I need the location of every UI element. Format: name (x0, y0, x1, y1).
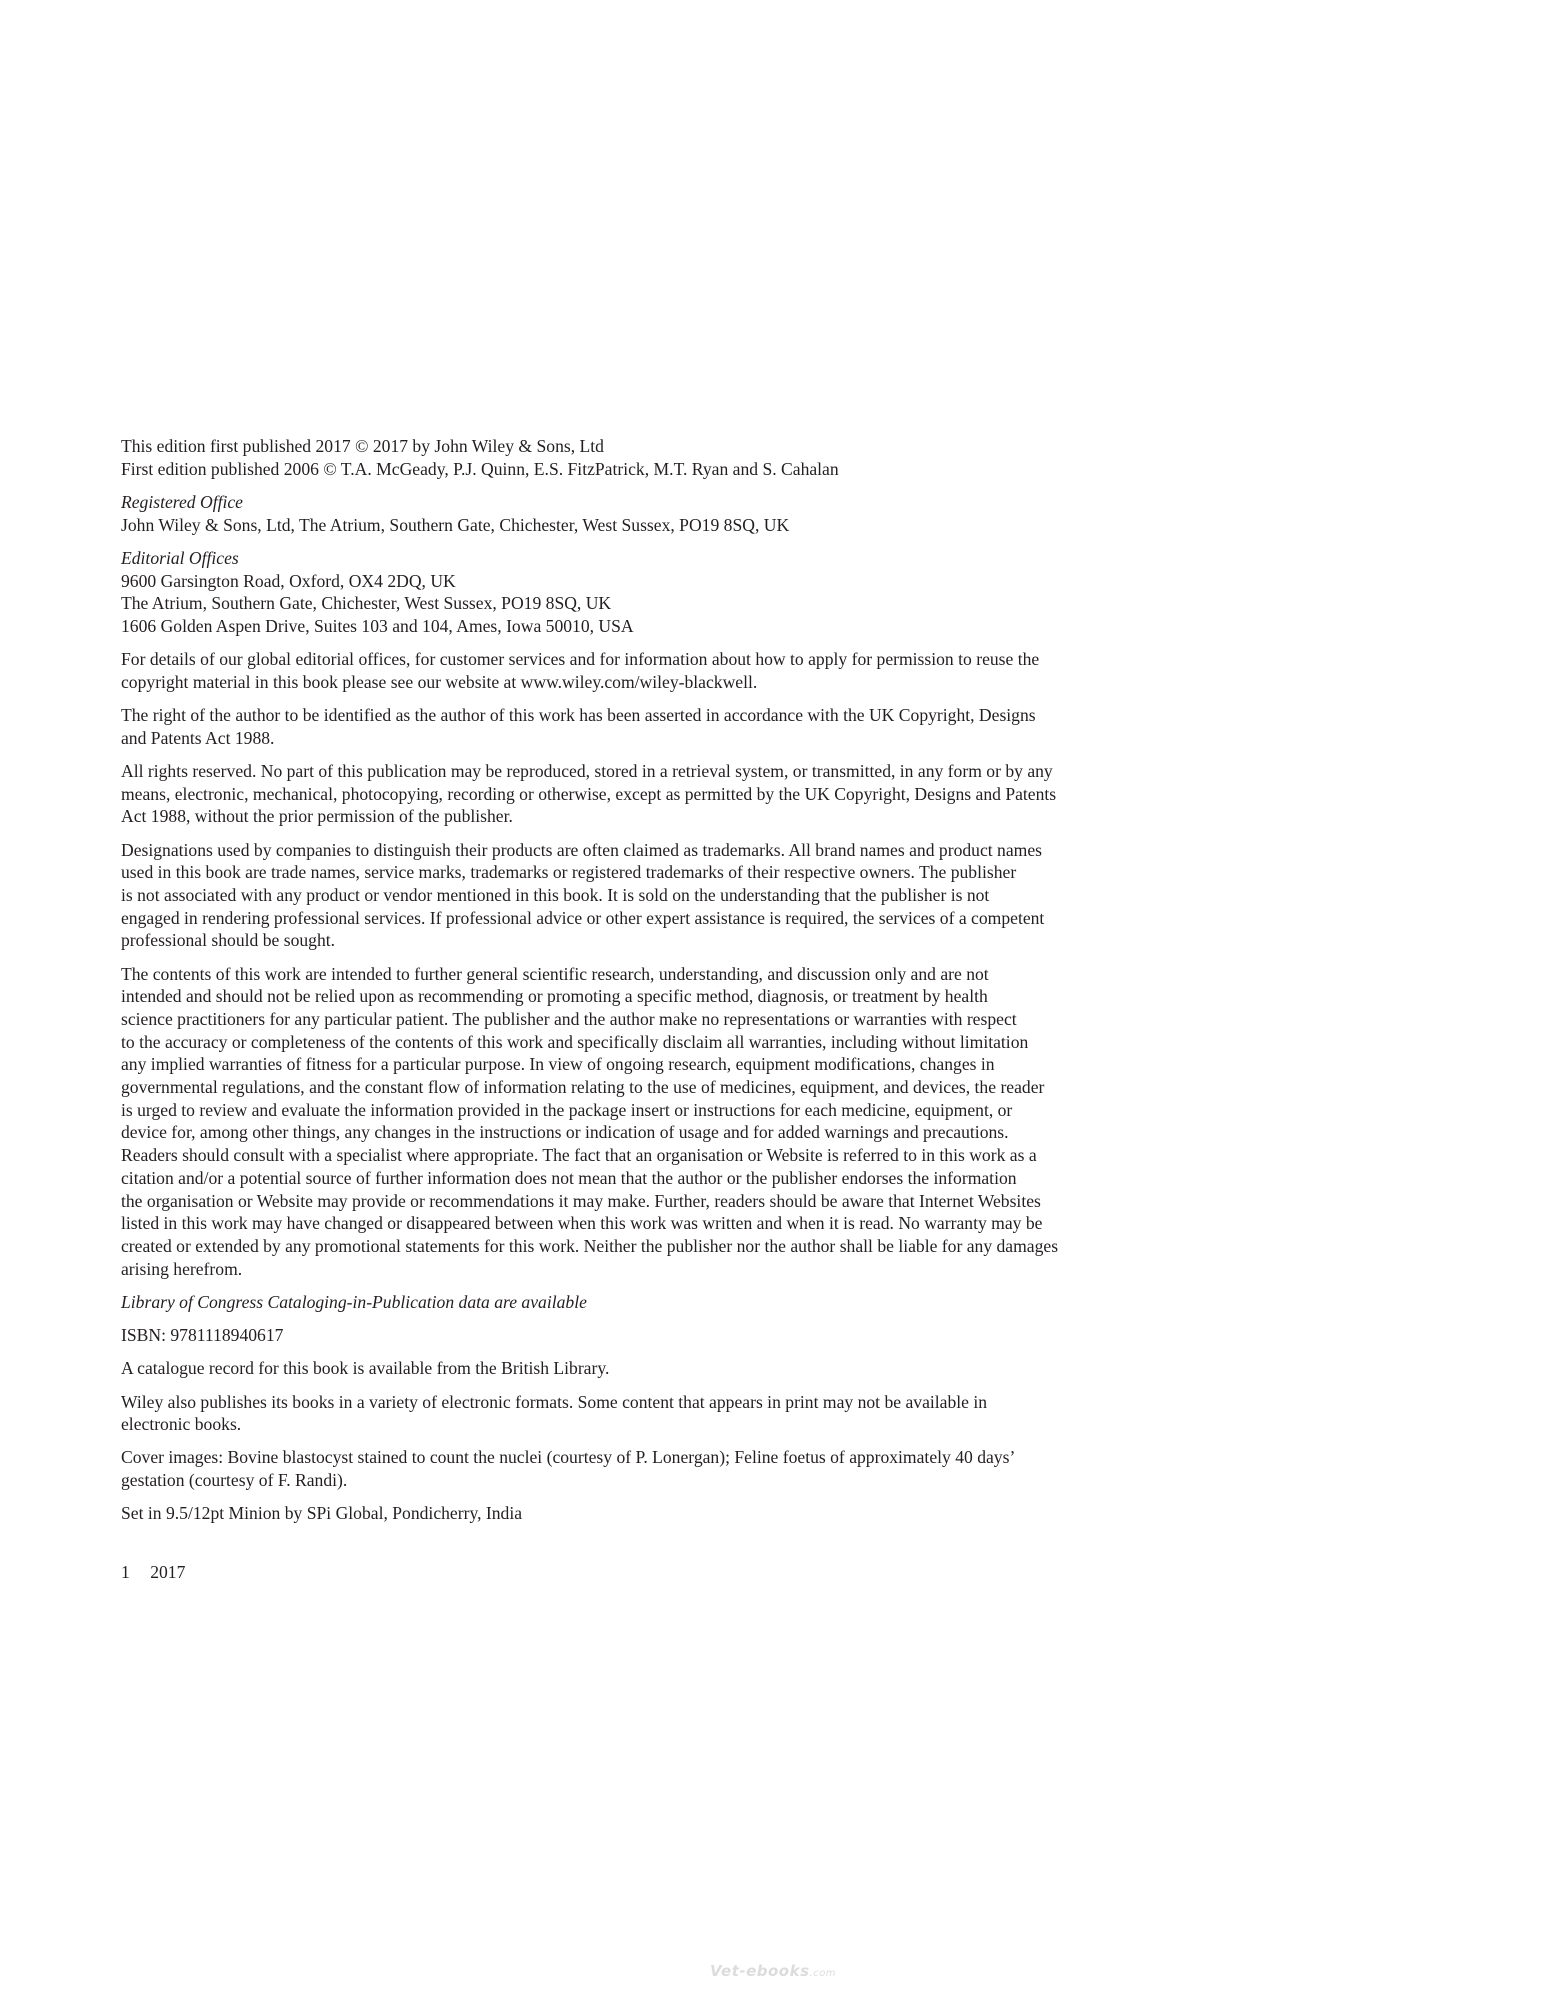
paragraph-line: gestation (courtesy of F. Randi). (121, 1470, 348, 1491)
isbn (121, 1324, 1071, 1347)
author-rights-paragraph (121, 704, 1071, 749)
copyright-page (121, 435, 1071, 1584)
paragraph-line: engaged in rendering professional services. If professional advice or other expert assistance is required, the services of a competent (121, 907, 1045, 928)
editorial-office-address: 9600 Garsington Road, Oxford, OX4 2DQ, UK (121, 570, 456, 591)
registered-office-address: John Wiley & Sons, Ltd, The Atrium, Southern Gate, Chichester, West Sussex, PO19 8SQ, UK (121, 514, 790, 535)
editorial-offices (121, 547, 1071, 638)
paragraph-line: is urged to review and evaluate the information provided in the package insert or instructions for each medicine, equipment, or (121, 1099, 1013, 1120)
details-paragraph (121, 648, 1071, 693)
electronic-formats-paragraph (121, 1391, 1071, 1436)
typesetting-note (121, 1502, 1071, 1525)
paragraph-line: The right of the author to be identified as the author of this work has been asserted in accordance with the UK Copyright, Designs (121, 705, 1036, 726)
paragraph-line: any implied warranties of fitness for a particular purpose. In view of ongoing research, equipment modifications, changes in (121, 1054, 995, 1075)
paragraph-line: Designations used by companies to distinguish their products are often claimed as trademarks. All brand names and product names (121, 839, 1042, 860)
paragraph-line: is not associated with any product or vendor mentioned in this book. It is sold on the understanding that the publisher is not (121, 884, 990, 905)
registered-office (121, 491, 1071, 536)
printing-line (121, 1561, 1071, 1584)
printing-year: 2017 (150, 1562, 186, 1583)
disclaimer-paragraph (121, 963, 1071, 1281)
edition-line: This edition first published 2017 © 2017 by John Wiley & Sons, Ltd (121, 436, 604, 456)
paragraph-line: intended and should not be relied upon as recommending or promoting a specific method, diagnosis, or treatment by health (121, 986, 988, 1007)
paragraph-line: citation and/or a potential source of further information does not mean that the author or the publisher endorses the information (121, 1167, 1017, 1188)
paragraph-line: the organisation or Website may provide or recommendations it may make. Further, readers should be aware that Internet Websites (121, 1190, 1041, 1211)
watermark-suffix: .com (809, 1968, 837, 1979)
registered-office-heading: Registered Office (121, 491, 243, 512)
typesetting-text: Set in 9.5/12pt Minion by SPi Global, Pondicherry, India (121, 1503, 523, 1524)
rights-reserved-paragraph (121, 760, 1071, 828)
editorial-offices-heading: Editorial Offices (121, 547, 239, 568)
paragraph-line: electronic books. (121, 1414, 242, 1435)
paragraph-line: The contents of this work are intended to further general scientific research, understanding, and discussion only and are not (121, 963, 989, 984)
watermark-logo (710, 1962, 836, 1980)
cover-images-credit (121, 1446, 1071, 1491)
paragraph-line: Wiley also publishes its books in a variety of electronic formats. Some content that appears in print may not be available in (121, 1391, 988, 1412)
paragraph-line: Cover images: Bovine blastocyst stained to count the nuclei (courtesy of P. Lonergan); Feline foetus of approximately 40 days’ (121, 1447, 1016, 1468)
paragraph-line: All rights reserved. No part of this publication may be reproduced, stored in a retrieval system, or transmitted, in any form or by any (121, 760, 1053, 781)
cip-data-note (121, 1291, 1071, 1314)
paragraph-line: copyright material in this book please see our website at www.wiley.com/wiley-blackwell. (121, 671, 758, 692)
paragraph-line: Readers should consult with a specialist where appropriate. The fact that an organisation or Website is referred to in this work as a (121, 1145, 1037, 1166)
editorial-office-address: The Atrium, Southern Gate, Chichester, West Sussex, PO19 8SQ, UK (121, 593, 612, 614)
paragraph-line: arising herefrom. (121, 1258, 243, 1279)
paragraph-line: used in this book are trade names, service marks, trademarks or registered trademarks of their respective owners. The publisher (121, 862, 1017, 883)
first-edition-line: First edition published 2006 © T.A. McGeady, P.J. Quinn, E.S. FitzPatrick, M.T. Ryan and S. Cahalan (121, 458, 839, 479)
trademarks-paragraph (121, 839, 1071, 953)
isbn-text: ISBN: 9781118940617 (121, 1325, 284, 1346)
catalogue-record-text: A catalogue record for this book is available from the British Library. (121, 1358, 610, 1379)
paragraph-line: governmental regulations, and the constant flow of information relating to the use of medicines, equipment, and devices, the reader (121, 1077, 1045, 1098)
paragraph-line: device for, among other things, any changes in the instructions or indication of usage and for added warnings and precautions. (121, 1122, 1009, 1143)
paragraph-line: Act 1988, without the prior permission of the publisher. (121, 806, 513, 827)
edition-notice (121, 435, 1071, 480)
paragraph-line: to the accuracy or completeness of the contents of this work and specifically disclaim all warranties, including without limitation (121, 1031, 1029, 1052)
editorial-office-address: 1606 Golden Aspen Drive, Suites 103 and 104, Ames, Iowa 50010, USA (121, 615, 634, 636)
paragraph-line: For details of our global editorial offices, for customer services and for information about how to apply for permission to reuse the (121, 649, 1040, 670)
watermark-text: Vet-ebooks (710, 1962, 810, 1980)
paragraph-line: and Patents Act 1988. (121, 727, 275, 748)
paragraph-line: listed in this work may have changed or disappeared between when this work was written and when it is read. No warranty may be (121, 1213, 1043, 1234)
paragraph-line: science practitioners for any particular patient. The publisher and the author make no representations or warranties with respect (121, 1008, 1017, 1029)
paragraph-line: created or extended by any promotional statements for this work. Neither the publisher nor the author shall be liable for any damages (121, 1236, 1059, 1256)
cip-data-text: Library of Congress Cataloging-in-Publication data are available (121, 1291, 587, 1312)
catalogue-record (121, 1357, 1071, 1380)
printing-number: 1 (121, 1562, 130, 1583)
paragraph-line: professional should be sought. (121, 930, 336, 951)
paragraph-line: means, electronic, mechanical, photocopying, recording or otherwise, except as permitted by the UK Copyright, Designs and Patents (121, 783, 1057, 804)
